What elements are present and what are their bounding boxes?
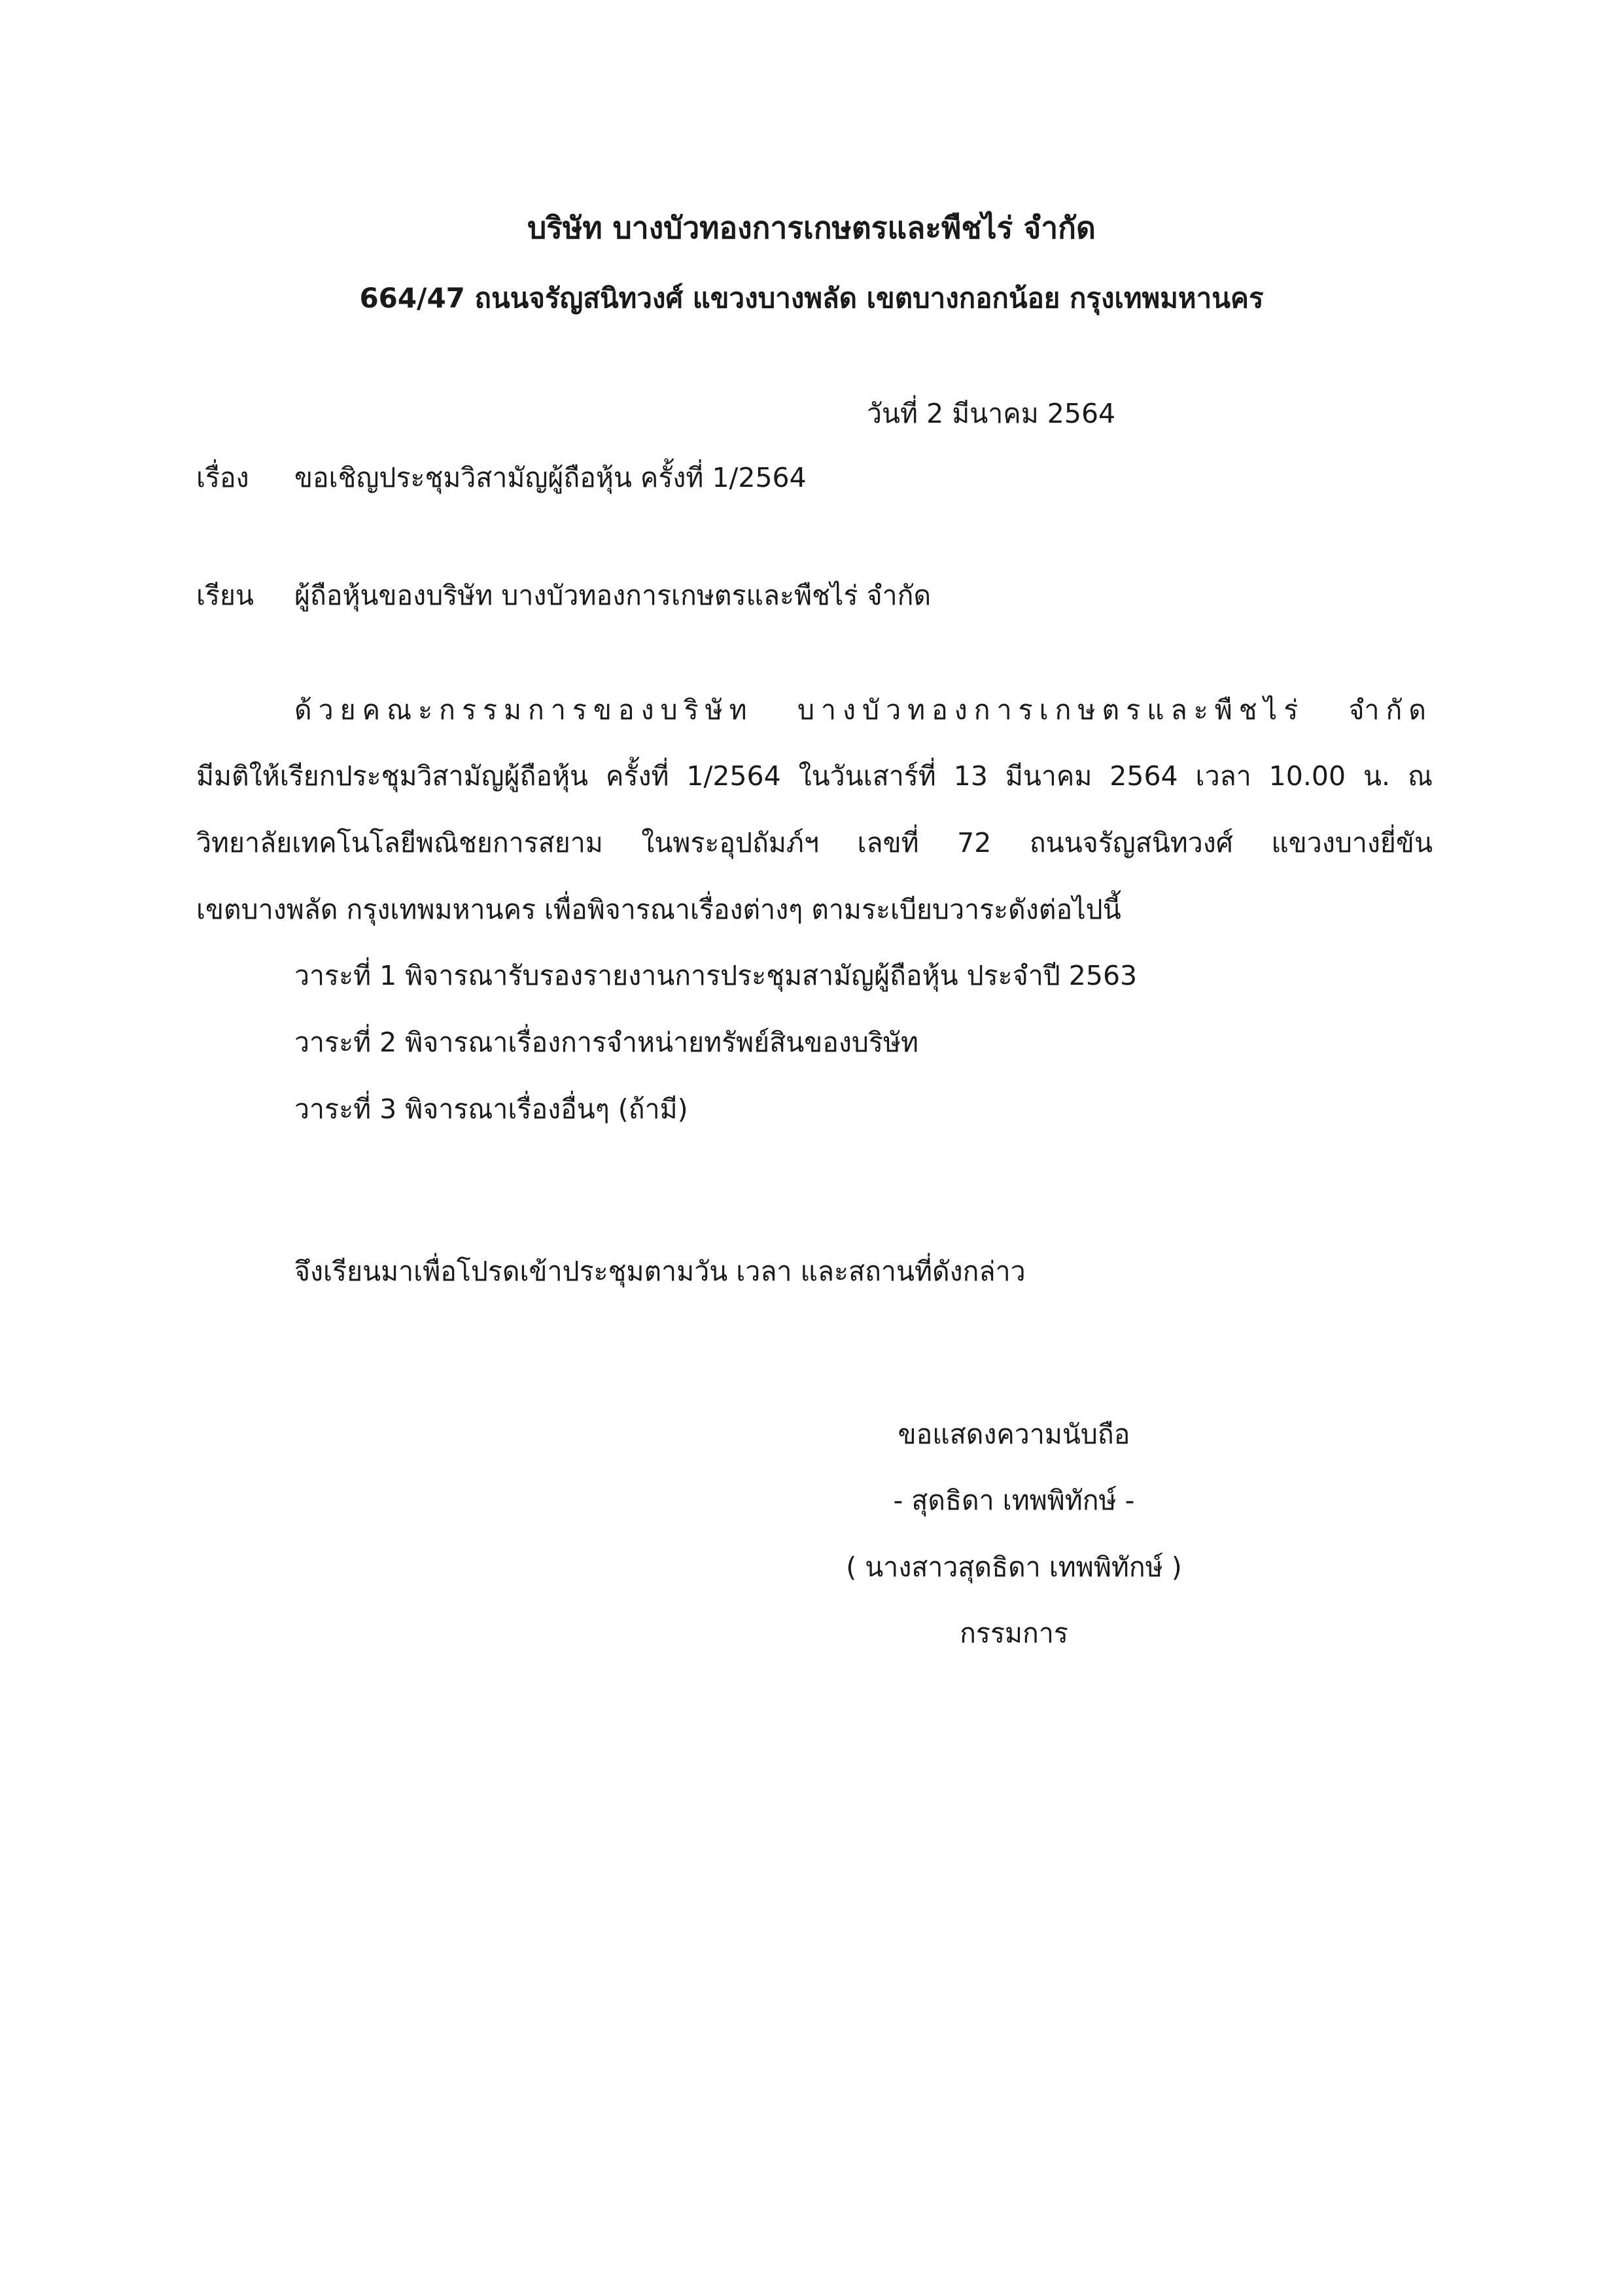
- signature-name-block: [785, 1481, 1243, 1520]
- agenda-item-3: วาระที่ 3 พิจารณาเรื่องอื่นๆ (ถ้ามี): [294, 1093, 688, 1125]
- signature-title-block: [785, 1614, 1243, 1653]
- recipient-text: ผู้ถือหุ้นของบริษัท บางบัวทองการเกษตรและพืชไร่ จำกัด: [294, 580, 932, 611]
- recipient-label: เรียน: [196, 580, 254, 611]
- closing-sentence: จึงเรียนมาเพื่อโปรดเข้าประชุมตามวัน เวลา และสถานที่ดังกล่าว: [294, 1256, 1026, 1287]
- signature-full-name-block: [785, 1547, 1243, 1587]
- subject-label: เรื่อง: [196, 462, 249, 493]
- agenda-item-2: วาระที่ 2 พิจารณาเรื่องการจำหน่ายทรัพย์สินของบริษัท: [294, 1027, 919, 1058]
- signature-full-name: ( นางสาวสุดธิดา เทพพิทักษ์ ): [846, 1551, 1182, 1583]
- signature-regards: ขอแสดงความนับถือ: [898, 1419, 1130, 1450]
- signature-title: กรรมการ: [960, 1617, 1068, 1649]
- signature-regards-block: [785, 1415, 1243, 1454]
- letter-date: วันที่ 2 มีนาคม 2564: [867, 398, 1116, 429]
- signature-signed-name: - สุดธิดา เทพพิทักษ์ -: [893, 1485, 1135, 1516]
- body-line-2: มีมติให้เรียกประชุมวิสามัญผู้ถือหุ้น ครั้งที่ 1/2564 ในวันเสาร์ที่ 13 มีนาคม 2564 เวลา 10.00 น. ณ: [196, 760, 1433, 792]
- company-address: 664/47 ถนนจรัญสนิทวงศ์ แขวงบางพลัด เขตบางกอกน้อย กรุงเทพมหานคร: [359, 282, 1264, 314]
- body-line-1: ด้วยคณะกรรมการของบริษัท บางบัวทองการเกษตรและพืชไร่ จำกัด: [294, 694, 1433, 726]
- agenda-item-1: วาระที่ 1 พิจารณารับรองรายงานการประชุมสามัญผู้ถือหุ้น ประจำปี 2563: [294, 960, 1138, 991]
- body-line-4: เขตบางพลัด กรุงเทพมหานคร เพื่อพิจารณาเรื่องต่างๆ ตามระเบียบวาระดังต่อไปนี้: [196, 894, 1121, 925]
- company-name: บริษัท บางบัวทองการเกษตรและพืชไร่ จำกัด: [527, 210, 1096, 245]
- subject-text: ขอเชิญประชุมวิสามัญผู้ถือหุ้น ครั้งที่ 1/2564: [294, 462, 807, 493]
- body-line-3: วิทยาลัยเทคโนโลยีพณิชยการสยาม ในพระอุปถัมภ์ฯ เลขที่ 72 ถนนจรัญสนิทวงศ์ แขวงบางยี่ขัน: [196, 827, 1433, 858]
